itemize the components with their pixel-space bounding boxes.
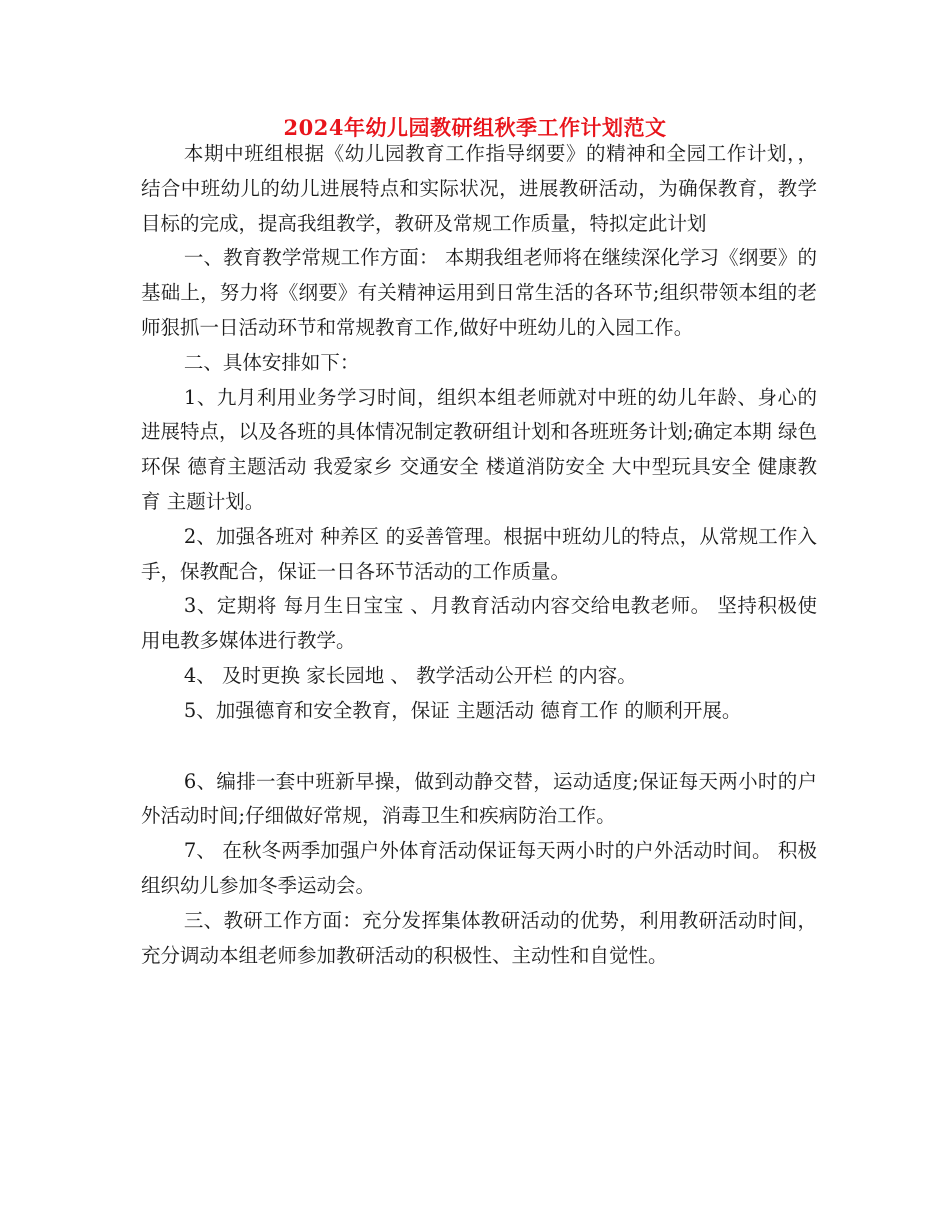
paragraph-intro: 本期中班组根据《幼儿园教育工作指导纲要》的精神和全园工作计划，，结合中班幼儿的幼儿进展特点和实际状况，进展教研活动，为确保教育，教学目标的完成，提高我组教学，教研及常规工作质量，特拟定此计划 — [141, 142, 817, 235]
paragraph-item-7: 7、 在秋冬两季加强户外体育活动保证每天两小时的户外活动时间。 积极组织幼儿参加冬季运动会。 — [141, 839, 817, 897]
paragraph-item-1: 1、九月利用业务学习时间，组织本组老师就对中班的幼儿年龄、身心的进展特点，以及各班的具体情况制定教研组计划和各班班务计划;确定本期 绿色环保 德育主题活动 我爱家乡 交通安全 楼道消防安全 大中型玩具安全 健康教育 主题计划。 — [141, 385, 817, 513]
paragraph-section-2-heading: 二、具体安排如下： — [183, 350, 360, 374]
paragraph-item-5: 5、加强德育和安全教育，保证 主题活动 德育工作 的顺利开展。 — [183, 698, 742, 722]
paragraph-item-2: 2、加强各班对 种养区 的妥善管理。根据中班幼儿的特点，从常规工作入手，保教配合，保证一日各环节活动的工作质量。 — [141, 524, 817, 583]
document-title: 2024年幼儿园教研组秋季工作计划范文 — [283, 115, 667, 140]
paragraph-item-4: 4、 及时更换 家长园地 、 教学活动公开栏 的内容。 — [183, 663, 637, 687]
paragraph-item-6: 6、编排一套中班新早操，做到动静交替，运动适度;保证每天两小时的户外活动时间;仔细做好常规，消毒卫生和疾病防治工作。 — [141, 769, 817, 828]
paragraph-section-1: 一、教育教学常规工作方面： 本期我组老师将在继续深化学习《纲要》的基础上，努力将《纲要》有关精神运用到日常生活的各环节;组织带领本组的老师狠抓一日活动环节和常规教育工作,做好中班幼儿的入园工作。 — [141, 246, 817, 339]
paragraph-section-3: 三、教研工作方面：充分发挥集体教研活动的优势，利用教研活动时间，充分调动本组老师参加教研活动的积极性、主动性和自觉性。 — [141, 908, 817, 967]
document-body — [141, 137, 817, 973]
paragraph-item-3: 3、定期将 每月生日宝宝 、月教育活动内容交给电教老师。 坚持积极使用电教多媒体进行教学。 — [141, 594, 817, 653]
